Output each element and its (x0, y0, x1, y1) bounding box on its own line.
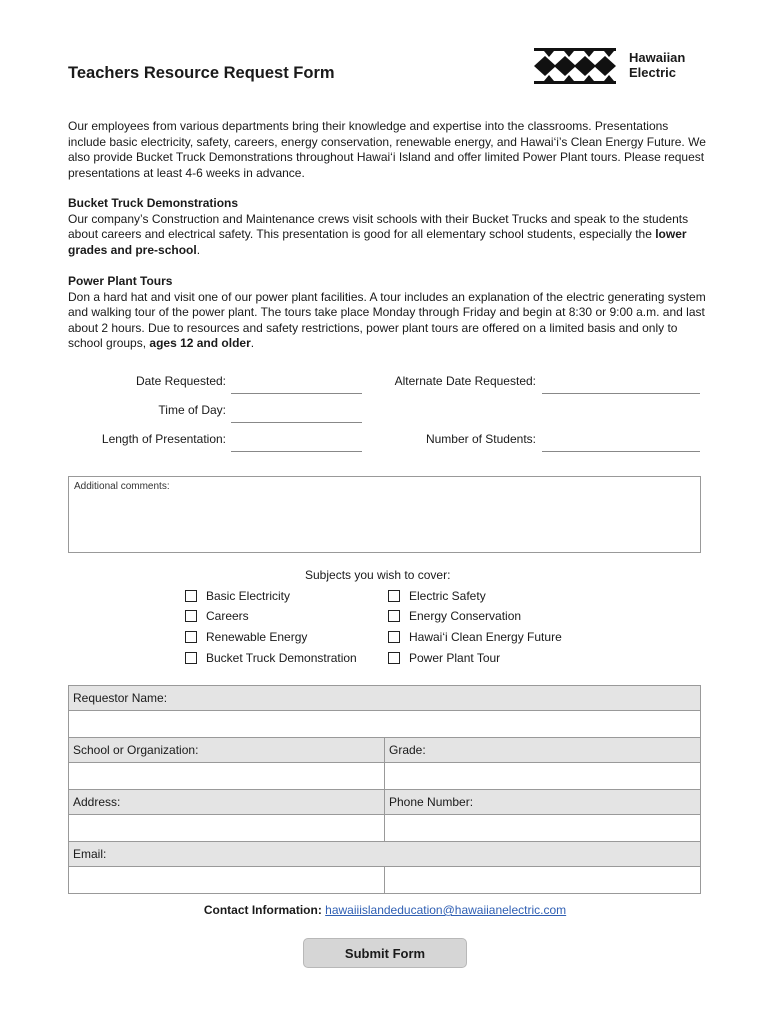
grade-label: Grade: (385, 738, 701, 763)
submit-button[interactable]: Submit Form (303, 938, 467, 968)
time-of-day-input[interactable] (231, 422, 362, 423)
checkbox-icon (388, 610, 400, 622)
length-label: Length of Presentation: (101, 432, 226, 446)
length-input[interactable] (231, 451, 362, 452)
contact-table (68, 685, 701, 894)
subject-label: Power Plant Tour (409, 651, 501, 665)
subject-checkbox[interactable] (185, 630, 307, 644)
checkbox-icon (388, 590, 400, 602)
alternate-date-input[interactable] (542, 393, 700, 394)
requestor-input[interactable] (69, 711, 701, 738)
comments-label: Additional comments: (74, 481, 170, 492)
comments-textarea[interactable] (68, 476, 701, 553)
date-requested-input[interactable] (231, 393, 362, 394)
phone-label: Phone Number: (385, 790, 701, 815)
plant-bold: ages 12 and older (149, 336, 251, 350)
school-input[interactable] (69, 763, 385, 790)
alternate-date-label: Alternate Date Requested: (394, 374, 536, 388)
checkbox-icon (388, 652, 400, 664)
checkbox-icon (185, 652, 197, 664)
plant-text: Don a hard hat and visit one of our power plant facilities. A tour includes an explanation of the electric generating system and walking tour of the power plant. The tours take place Monday through Friday and begin at 8:30 or 9:00 a.m. and last about 2 hours. Due to resources and safety restrictions, power plant tours are offered on a limited basis and only to school groups, (68, 289, 706, 350)
checkbox-icon (185, 610, 197, 622)
subject-label: Electric Safety (409, 589, 486, 603)
logo-diamonds-icon (532, 46, 622, 86)
subjects-title: Subjects you wish to cover: (305, 568, 451, 582)
phone-input[interactable] (385, 815, 701, 842)
subject-checkbox[interactable] (185, 589, 290, 603)
subject-label: Renewable Energy (206, 630, 308, 644)
bucket-end: . (196, 242, 201, 257)
subject-label: Bucket Truck Demonstration (206, 651, 357, 665)
subject-label: Careers (206, 609, 249, 623)
logo-line1: Hawaiian (629, 50, 686, 65)
subject-checkbox[interactable] (388, 589, 486, 603)
students-input[interactable] (542, 451, 700, 452)
subject-checkbox[interactable] (185, 609, 249, 623)
students-label: Number of Students: (425, 432, 536, 446)
subject-checkbox[interactable] (185, 651, 357, 665)
subject-checkbox[interactable] (388, 630, 562, 644)
intro-paragraph: Our employees from various departments bring their knowledge and expertise into the classrooms. Presentations include basic electricity, safety, careers, energy conservation, renewable energy, and Hawai‘i’s Clean Energy Future. We also provide Bucket Truck Demonstrations throughout Hawai‘i Island and offer limited Power Plant tours. Please request presentations at least 4-6 weeks in advance. (68, 119, 706, 180)
address-input[interactable] (69, 815, 385, 842)
subject-checkbox[interactable] (388, 651, 500, 665)
checkbox-icon (185, 590, 197, 602)
requestor-label: Requestor Name: (69, 686, 701, 711)
email-input-extra[interactable] (385, 867, 701, 894)
date-requested-label: Date Requested: (135, 374, 226, 388)
school-label: School or Organization: (69, 738, 385, 763)
email-label: Email: (69, 842, 701, 867)
bucket-heading: Bucket Truck Demonstrations (68, 196, 239, 210)
plant-section (68, 274, 708, 352)
subject-label: Hawai‘i Clean Energy Future (409, 630, 562, 644)
bucket-section (68, 196, 708, 258)
grade-input[interactable] (385, 763, 701, 790)
company-logo (532, 46, 712, 86)
subject-label: Energy Conservation (409, 609, 522, 623)
checkbox-icon (388, 631, 400, 643)
logo-line2: Electric (629, 65, 676, 80)
checkbox-icon (185, 631, 197, 643)
email-input[interactable] (69, 867, 385, 894)
contact-information (0, 903, 770, 917)
logo-text (629, 50, 685, 80)
subject-checkbox[interactable] (388, 609, 521, 623)
bucket-text: Our company’s Construction and Maintenance crews visit schools with their Bucket Trucks and speak to the students about careers and electrical safety. This presentation is good for all elementary school students, especially the (68, 211, 689, 241)
bucket-bold: lower grades and pre-school (68, 227, 687, 257)
contact-email-link[interactable]: hawaiiislandeducation@hawaiianelectric.com (325, 903, 567, 917)
contact-label: Contact Information: (203, 903, 322, 917)
form-title: Teachers Resource Request Form (68, 64, 335, 82)
address-label: Address: (69, 790, 385, 815)
time-of-day-label: Time of Day: (158, 403, 226, 417)
subject-label: Basic Electricity (206, 589, 291, 603)
plant-heading: Power Plant Tours (68, 274, 173, 288)
plant-end: . (250, 336, 255, 350)
